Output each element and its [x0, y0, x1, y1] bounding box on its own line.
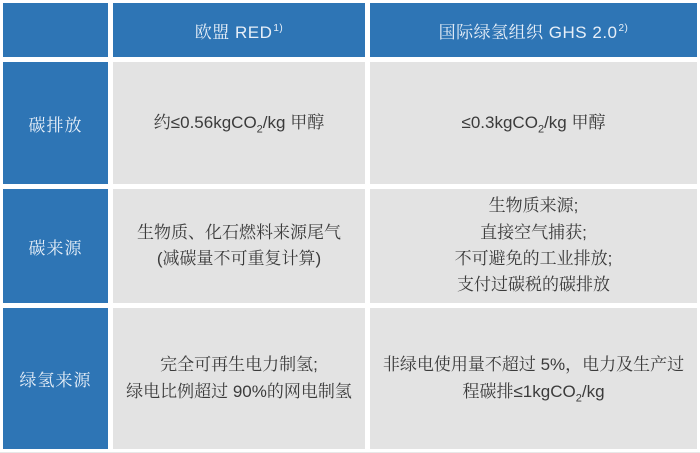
header-eu-red: [113, 3, 365, 57]
cell-source-ghs: [370, 189, 697, 303]
header-eu-red-label: 欧盟 RED: [194, 22, 273, 42]
row-label-carbon-emission: 碳排放: [3, 62, 108, 184]
header-ghs-label: 国际绿氢组织 GHS 2.0: [438, 22, 618, 42]
text-line: 生物质来源;: [488, 196, 579, 216]
text-line: 支付过碳税的碳排放: [457, 275, 610, 295]
cell-emission-ghs: ≤0.3kgCO$_2$/kg 甲醇: [370, 62, 697, 184]
cell-hydrogen-ghs: 非绿电使用量不超过 5%，电力及生产过程碳排≤1kgCO$_2$/kg: [370, 308, 697, 449]
cell-hydrogen-eu: [113, 308, 365, 449]
text-line: 直接空气捕获;: [480, 222, 587, 242]
text-line: (减碳量不可重复计算): [156, 249, 322, 268]
header-eu-red-footnote-marker: 1): [273, 22, 284, 34]
co2-subscript: 2: [537, 123, 545, 136]
text-line: 完全可再生电力制氢;: [160, 355, 318, 375]
co2-subscript: 2: [256, 123, 263, 136]
header-ghs-footnote-marker: 2): [618, 22, 629, 34]
cell-source-eu: [113, 189, 365, 303]
co2-subscript: 2: [575, 391, 582, 404]
row-label-carbon-source: 碳来源: [3, 189, 108, 303]
text-line: 绿电比例超过 90%的网电制氢: [126, 381, 352, 401]
header-corner-cell: [3, 3, 108, 57]
cell-emission-eu: 约≤0.56kgCO$_2$/kg 甲醇: [113, 62, 365, 184]
text-line: 不可避免的工业排放;: [454, 249, 613, 268]
row-label-green-hydrogen-source: 绿氢来源: [3, 308, 108, 449]
text-line: 生物质、化石燃料来源尾气: [137, 222, 341, 242]
header-ghs: [370, 3, 697, 57]
